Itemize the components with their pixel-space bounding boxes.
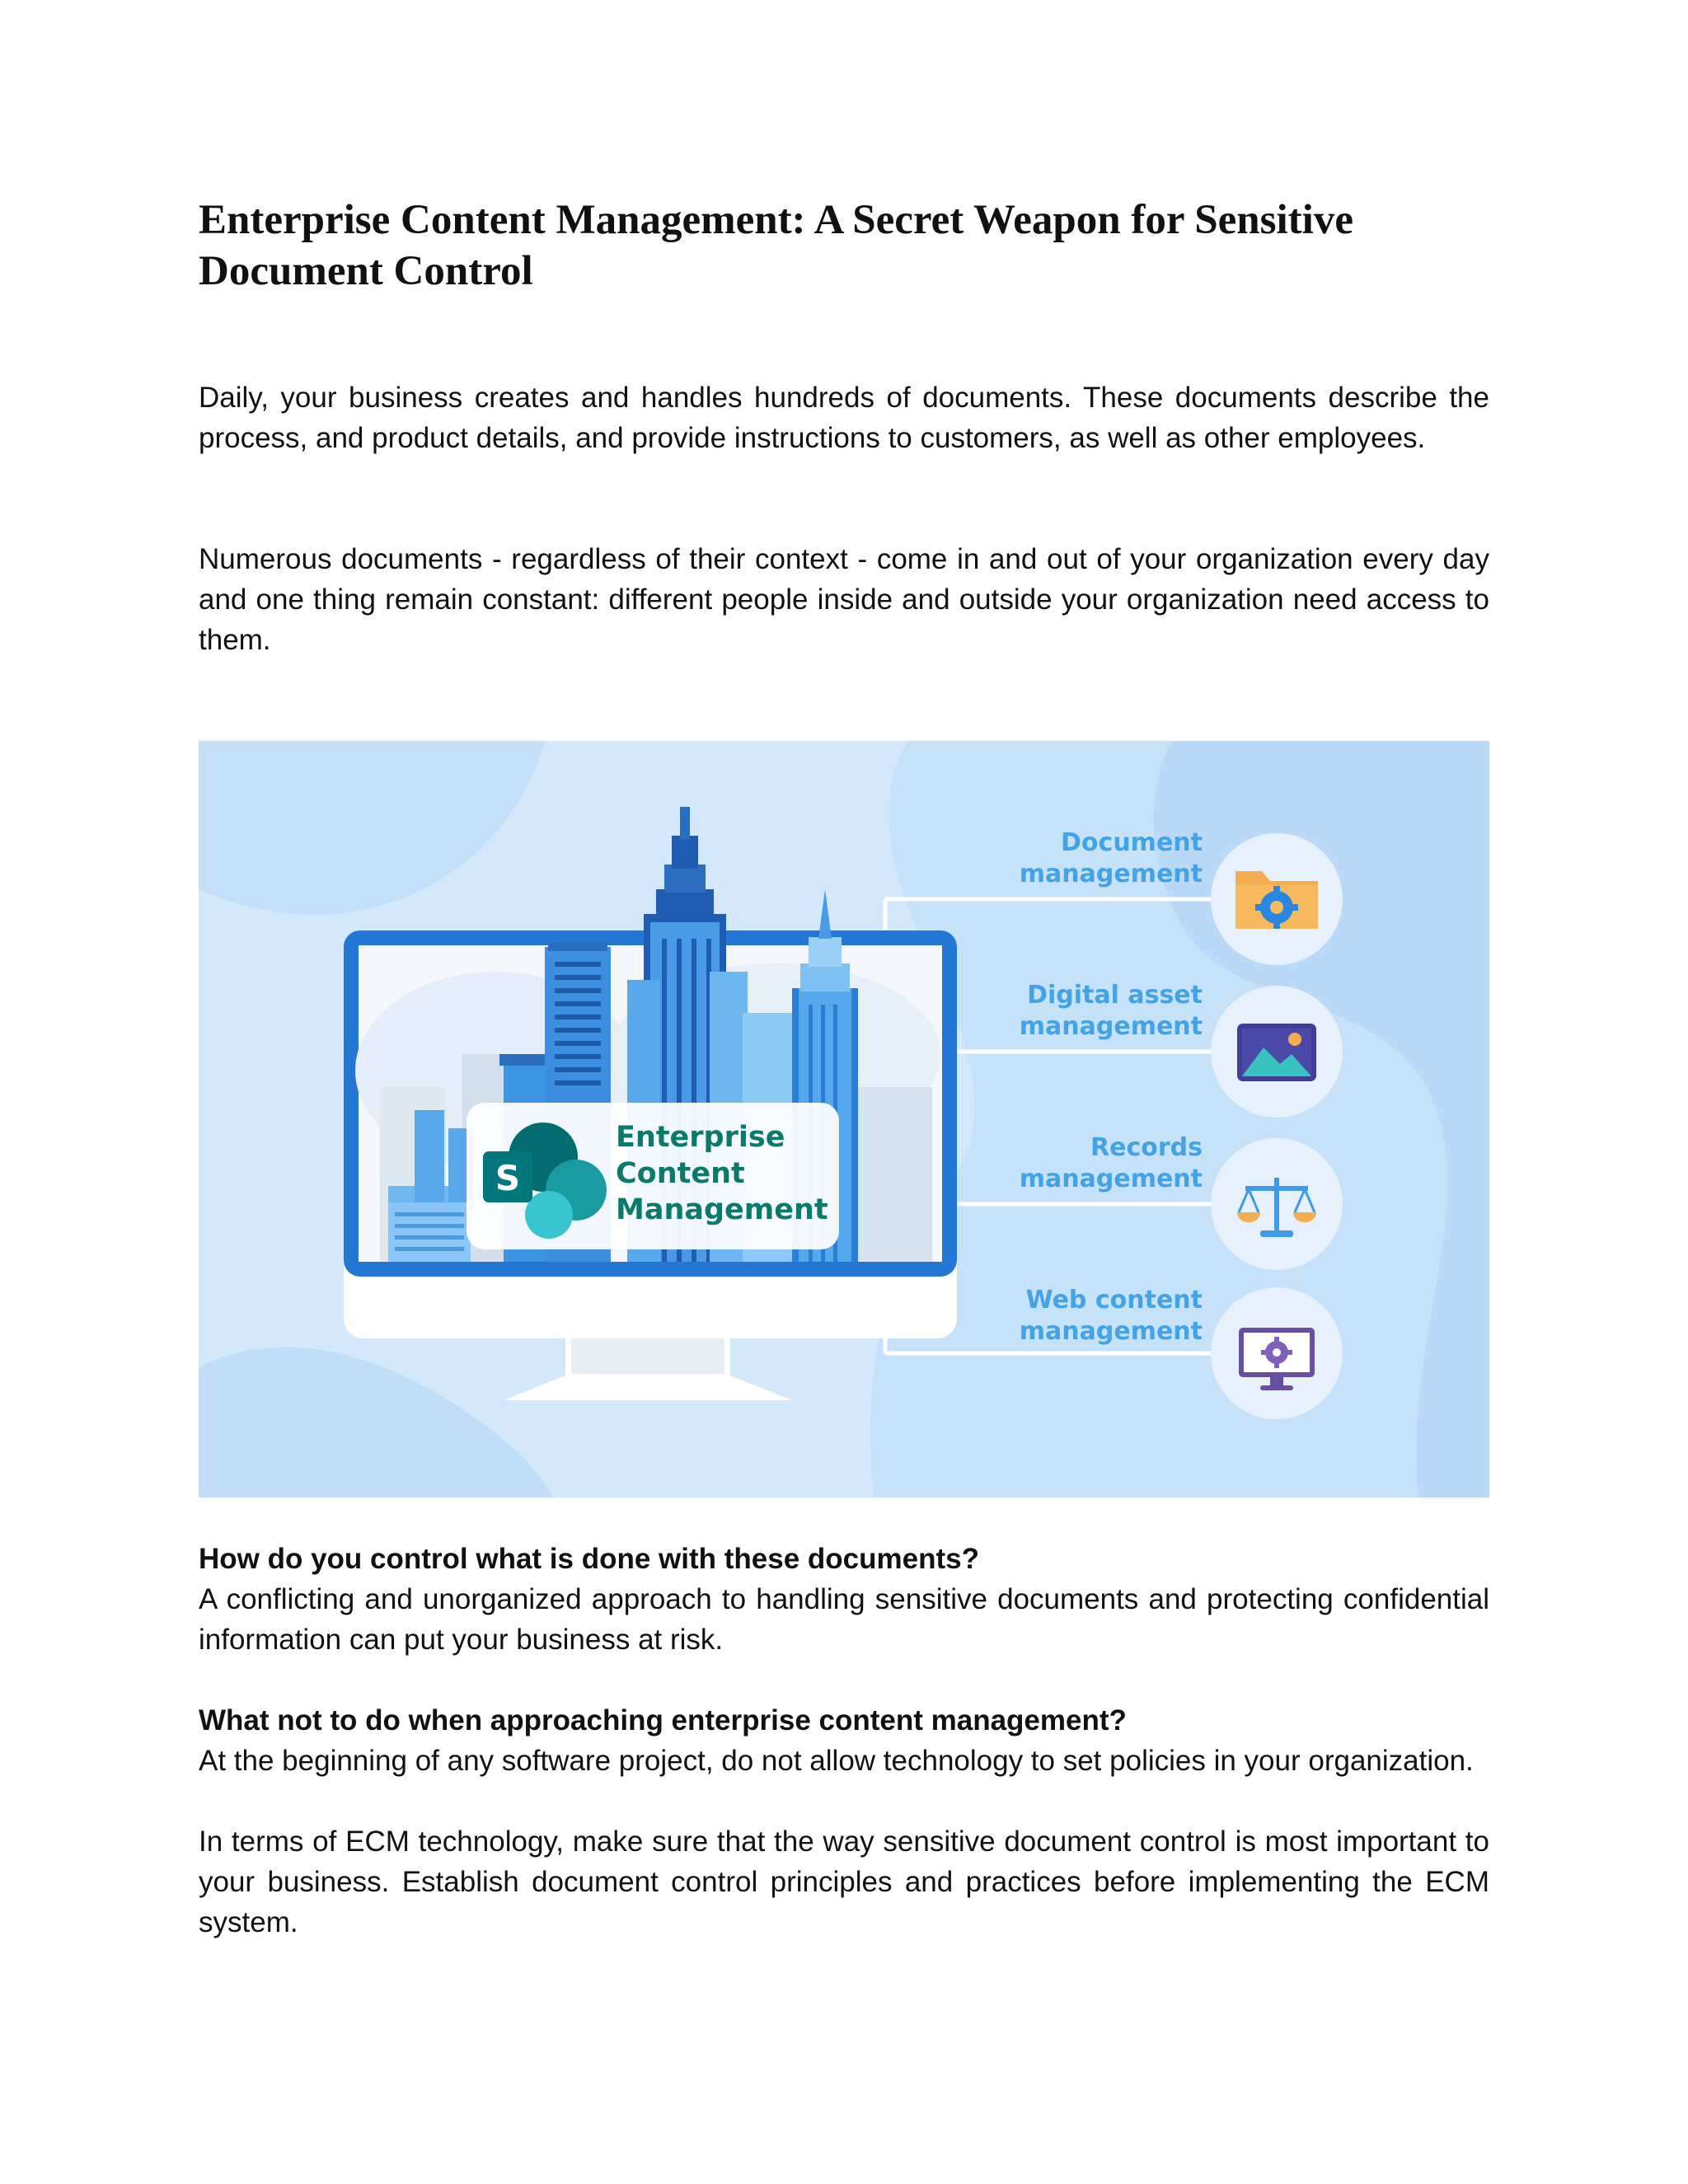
- section-1-heading: How do you control what is done with these documents?: [199, 1543, 979, 1575]
- feature-1-line-1: Document: [1061, 828, 1203, 857]
- section-2-heading: What not to do when approaching enterprise content management?: [199, 1704, 1127, 1736]
- feature-1-line-2: management: [1019, 860, 1203, 888]
- feature-2-line-1: Digital asset: [1027, 981, 1203, 1010]
- feature-4-line-2: management: [1019, 1317, 1203, 1346]
- article-title: Enterprise Content Management: A Secret Weapon for Sensitive Document Control: [199, 197, 1353, 294]
- image-icon: [1237, 1024, 1316, 1081]
- card-title-line-3: Management: [616, 1193, 828, 1226]
- feature-3-line-2: management: [1019, 1165, 1203, 1193]
- section-1-paragraph-1: A conflicting and unorganized approach to handling sensitive documents and protecting confidential information can put your business at risk.: [199, 1583, 1489, 1656]
- ecm-illustration: [199, 741, 1489, 1497]
- logo-letter: S: [495, 1158, 521, 1198]
- feature-2-line-2: management: [1019, 1012, 1203, 1041]
- section-2-paragraph-1: At the beginning of any software project, do not allow technology to set policies in your organization.: [199, 1745, 1474, 1777]
- feature-3-line-1: Records: [1090, 1133, 1203, 1162]
- section-2-paragraph-2: In terms of ECM technology, make sure that the way sensitive document control is most important to your business. Establish document control principles and practices before implementing the ECM system.: [199, 1825, 1489, 1938]
- card-title-line-2: Content: [616, 1157, 745, 1190]
- card-title-line-1: Enterprise: [616, 1121, 785, 1154]
- feature-4-line-1: Web content: [1025, 1286, 1203, 1315]
- intro-paragraph-2: Numerous documents - regardless of their context - come in and out of your organization every day and one thing remain constant: different people inside and outside your organization need access to them.: [199, 543, 1489, 656]
- intro-paragraph-1: Daily, your business creates and handles hundreds of documents. These documents describe the process, and product details, and provide instructions to customers, as well as other employees.: [199, 382, 1489, 454]
